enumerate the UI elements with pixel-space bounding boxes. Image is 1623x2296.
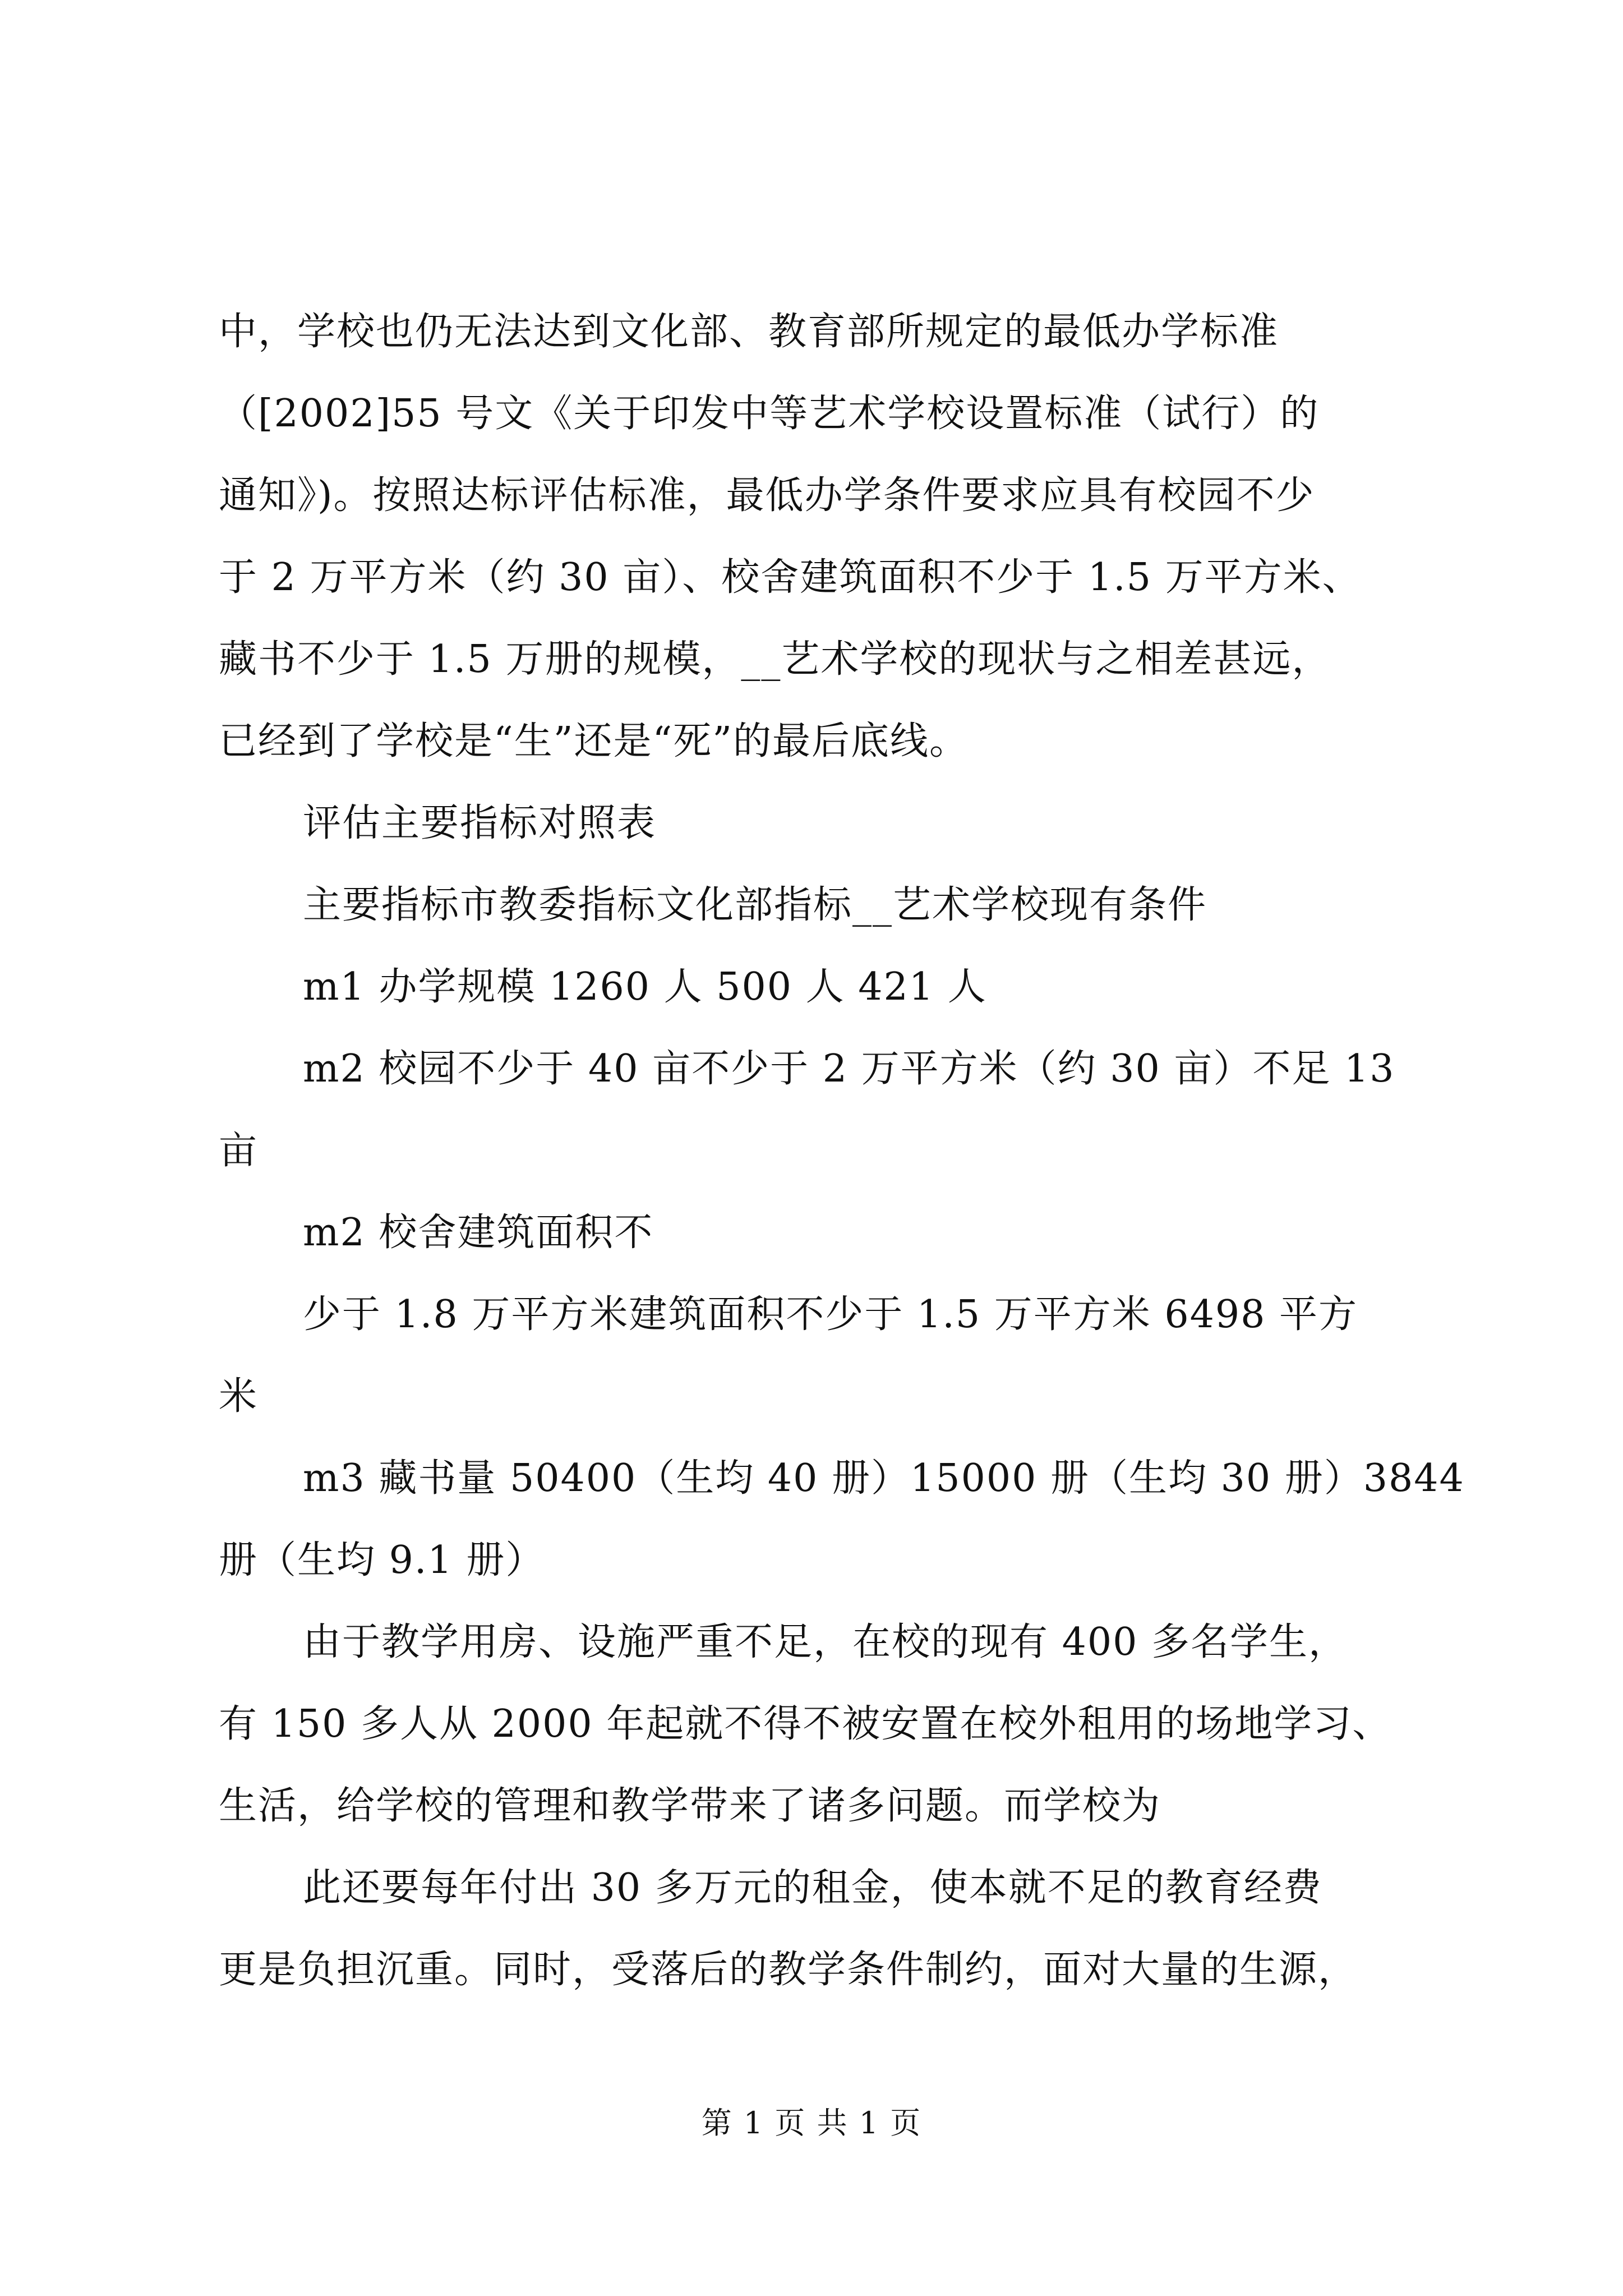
table-row-continuation: 册（生均 9.1 册） (219, 1538, 545, 1582)
table-header-line: 主要指标市教委指标文化部指标__艺术学校现有条件 (303, 883, 1207, 927)
body-text-line: 此还要每年付出 30 多万元的租金，使本就不足的教育经费 (303, 1866, 1322, 1910)
table-title: 评估主要指标对照表 (303, 801, 657, 845)
table-row-line: 少于 1.8 万平方米建筑面积不少于 1.5 万平方米 6498 平方 (303, 1292, 1358, 1337)
table-row-line: m1 办学规模 1260 人 500 人 421 人 (303, 965, 987, 1009)
body-text-line: 中，学校也仍无法达到文化部、教育部所规定的最低办学标准 (219, 310, 1279, 354)
table-row-continuation: 亩 (219, 1129, 259, 1173)
body-text-line: 更是负担沉重。同时，受落后的教学条件制约，面对大量的生源， (219, 1948, 1358, 1992)
page-footer: 第 1 页 共 1 页 (701, 2105, 922, 2141)
table-row-continuation: 米 (219, 1374, 259, 1419)
body-text-line: 已经到了学校是“生”还是“死”的最后底线。 (219, 719, 969, 763)
body-text-line: 有 150 多人从 2000 年起就不得不被安置在校外租用的场地学习、 (219, 1702, 1392, 1746)
table-row-line: m2 校园不少于 40 亩不少于 2 万平方米（约 30 亩）不足 13 (303, 1047, 1395, 1091)
body-text-line: 藏书不少于 1.5 万册的规模，__艺术学校的现状与之相差甚远， (219, 637, 1331, 682)
body-text-line: 由于教学用房、设施严重不足，在校的现有 400 多名学生， (303, 1620, 1348, 1664)
body-text-line: （[2002]55 号文《关于印发中等艺术学校设置标准（试行）的 (219, 392, 1320, 436)
body-text-line: 通知》)。按照达标评估标准，最低办学条件要求应具有校园不少 (219, 473, 1315, 518)
table-row-line: m3 藏书量 50400（生均 40 册）15000 册（生均 30 册）3844 (303, 1456, 1465, 1501)
body-text-line: 生活，给学校的管理和教学带来了诸多问题。而学校为 (219, 1784, 1161, 1828)
body-text-line: 于 2 万平方米（约 30 亩）、校舍建筑面积不少于 1.5 万平方米、 (219, 555, 1362, 600)
table-row-line: m2 校舍建筑面积不 (303, 1211, 654, 1255)
